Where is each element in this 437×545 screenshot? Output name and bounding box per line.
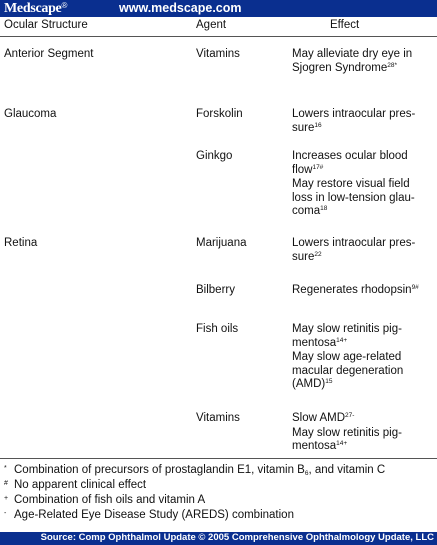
row-agent: Fish oils <box>196 323 239 335</box>
table-header <box>0 19 437 35</box>
effect-text: Increases ocular blood <box>292 150 408 162</box>
effect-line <box>292 48 432 62</box>
column-header-agent: Agent <box>196 19 227 31</box>
footnote <box>4 462 385 477</box>
footnote-mark: - <box>4 510 7 517</box>
medscape-url[interactable]: www.medscape.com <box>119 1 242 15</box>
footnote-mark: * <box>4 465 7 472</box>
effect-line <box>292 284 432 298</box>
reference-superscript: 17# <box>312 163 324 171</box>
effect-line <box>292 412 432 426</box>
table-bottom-divider <box>0 458 437 459</box>
column-header-structure: Ocular Structure <box>4 19 88 31</box>
effect-text: mentosa <box>292 440 337 453</box>
row-effect <box>292 351 432 392</box>
row-effect <box>292 237 432 264</box>
row-agent: Bilberry <box>196 284 235 296</box>
footnote-text: No apparent clinical effect <box>14 479 147 491</box>
reference-superscript: 16 <box>314 121 322 129</box>
effect-line <box>292 164 432 178</box>
footnote <box>4 477 146 492</box>
row-effect <box>292 150 432 177</box>
row-agent: Marijuana <box>196 237 247 249</box>
row-structure: Retina <box>4 237 38 249</box>
row-agent: Ginkgo <box>196 150 233 162</box>
column-header-effect: Effect <box>330 19 360 31</box>
effect-text: flow <box>292 163 313 176</box>
effect-text: mentosa <box>292 336 337 349</box>
row-structure: Glaucoma <box>4 108 57 120</box>
effect-text: sure <box>292 121 315 134</box>
row-effect <box>292 284 432 298</box>
effect-line <box>292 251 432 265</box>
effect-line <box>292 378 432 392</box>
footnote-text: Combination of fish oils and vitamin A <box>14 494 206 506</box>
effect-text: (AMD) <box>292 378 326 391</box>
footnote-mark: + <box>4 495 9 502</box>
row-effect <box>292 178 432 219</box>
reference-superscript: 28* <box>387 61 398 69</box>
row-agent: Vitamins <box>196 48 240 60</box>
reference-superscript: 14+ <box>336 440 348 448</box>
effect-text: May slow age-related <box>292 351 402 364</box>
effect-text: May slow retinitis pig- <box>292 426 402 439</box>
effect-text: Regenerates rhodopsin <box>292 284 412 296</box>
footnote <box>4 492 205 507</box>
reference-superscript: 18 <box>320 205 328 213</box>
effect-text: May slow retinitis pig- <box>292 323 402 335</box>
row-effect <box>292 48 432 75</box>
row-effect <box>292 427 432 454</box>
effect-text: coma <box>292 205 321 218</box>
effect-text: loss in low-tension glau- <box>292 191 415 204</box>
reference-superscript: 22 <box>314 250 322 258</box>
reference-superscript: 9# <box>411 284 419 291</box>
row-structure: Anterior Segment <box>4 48 94 60</box>
effect-line <box>292 237 432 251</box>
effect-text: sure <box>292 250 315 263</box>
footnote <box>4 507 294 522</box>
effect-line <box>292 150 432 164</box>
effect-line <box>292 192 432 206</box>
footnote-text: Combination of precursors of prostaglandin E1, vitamin B <box>14 464 305 476</box>
reference-superscript: 14+ <box>336 336 348 344</box>
effect-line <box>292 365 432 379</box>
effect-text: Lowers intraocular pres- <box>292 108 416 120</box>
effect-text: Slow AMD <box>292 412 346 424</box>
effect-text: Sjogren Syndrome <box>292 61 388 74</box>
footnote-subscript: 6 <box>304 470 309 477</box>
effect-line <box>292 62 432 76</box>
medscape-header-bar <box>0 0 437 17</box>
effect-line <box>292 205 432 219</box>
footnote-text: Age-Related Eye Disease Study (AREDS) combination <box>14 509 294 521</box>
effect-line <box>292 440 432 454</box>
footnote-text: , and vitamin C <box>308 464 386 476</box>
row-agent: Vitamins <box>196 412 240 424</box>
effect-line <box>292 122 432 136</box>
row-agent: Forskolin <box>196 108 243 120</box>
effect-line <box>292 323 432 337</box>
medscape-logo: Medscape® <box>4 1 68 16</box>
effect-line <box>292 351 432 365</box>
row-effect <box>292 323 432 350</box>
effect-text: macular degeneration <box>292 364 404 377</box>
source-bar <box>0 532 437 545</box>
row-effect <box>292 412 432 426</box>
row-effect <box>292 108 432 135</box>
reference-superscript: 15 <box>325 378 333 386</box>
effect-text: May alleviate dry eye in <box>292 48 413 60</box>
effect-line <box>292 337 432 351</box>
reference-superscript: 27- <box>345 412 355 419</box>
source-text: Source: Comp Ophthalmol Update © 2005 Comprehensive Ophthalmology Update, LLC <box>40 532 434 543</box>
effect-line <box>292 178 432 192</box>
effect-text: Lowers intraocular pres- <box>292 237 416 249</box>
effect-line <box>292 427 432 441</box>
effect-text: May restore visual field <box>292 178 410 191</box>
header-divider <box>0 36 437 37</box>
footnote-mark: # <box>4 480 8 487</box>
effect-line <box>292 108 432 122</box>
